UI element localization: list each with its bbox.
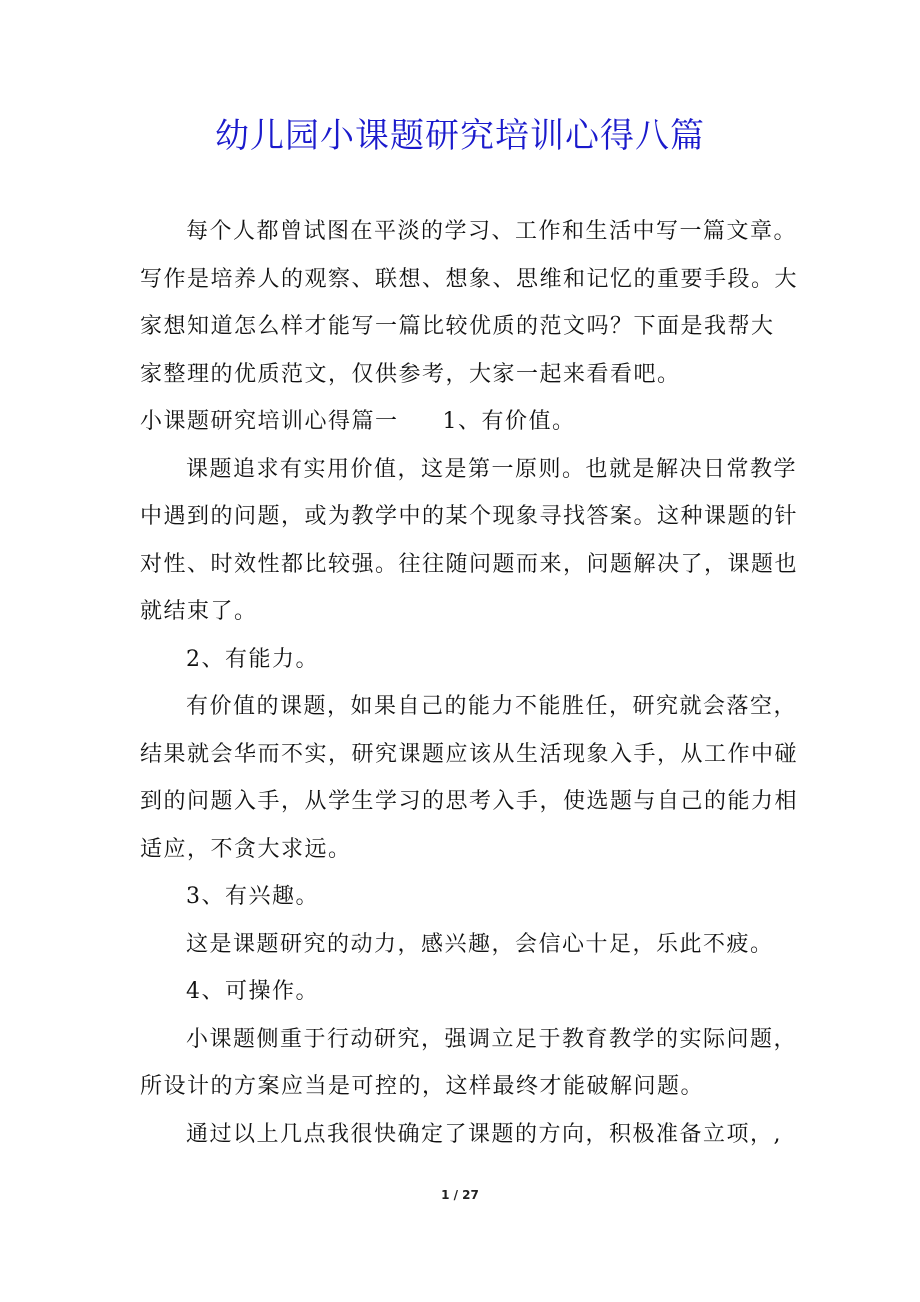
paragraph-line: 每个人都曾试图在平淡的学习、工作和生活中写一篇文章。 [186,219,798,244]
paragraph-line: 课题追求有实用价值，这是第一原则。也就是解决日常教学 [186,456,798,482]
document-title: 幼儿园小课题研究培训心得八篇 [215,116,705,156]
section-heading-line [140,398,800,446]
paragraph-line: 中遇到的问题，或为教学中的某个现象寻找答案。这种课题的针 [140,504,799,529]
paragraph-line: 家想知道怎么样才能写一篇比较优质的范文吗？下面是我帮大 [140,314,775,339]
point-heading: 4、可操作。 [186,979,319,1004]
paragraph-line: 结果就会华而不实，研究课题应该从生活现象入手，从工作中碰 [140,741,799,767]
document-body [140,208,800,1158]
point-heading: 2、有能力。 [186,646,319,672]
paragraph-line: 小课题侧重于行动研究，强调立足于教育教学的实际问题， [186,1026,798,1052]
point-heading: 3、有兴趣。 [186,884,319,909]
paragraph-line: 通过以上几点我很快确定了课题的方向，积极准备立项，, [186,1121,782,1147]
paragraph-line: 所设计的方案应当是可控的，这样最终才能破解问题。 [140,1074,705,1099]
paragraph-line: 对性、时效性都比较强。往往随问题而来，问题解决了，课题也 [140,551,799,577]
paragraph-line: 适应，不贪大求远。 [140,836,352,862]
paragraph-line: 有价值的课题，如果自己的能力不能胜任，研究就会落空， [186,694,798,719]
paragraph-line: 家整理的优质范文，仅供参考，大家一起来看看吧。 [140,361,681,387]
paragraph-line: 就结束了。 [140,599,258,624]
point-heading: 1、有价值。 [442,409,576,434]
paragraph-line: 写作是培养人的观察、联想、想象、思维和记忆的重要手段。大 [140,266,799,292]
section-heading: 小课题研究培训心得篇一 [140,409,399,434]
page-number: 1 / 27 [441,1188,479,1202]
paragraph-line: 这是课题研究的动力，感兴趣，会信心十足，乐此不疲。 [186,931,774,957]
paragraph-line: 到的问题入手，从学生学习的思考入手，使选题与自己的能力相 [140,789,799,814]
